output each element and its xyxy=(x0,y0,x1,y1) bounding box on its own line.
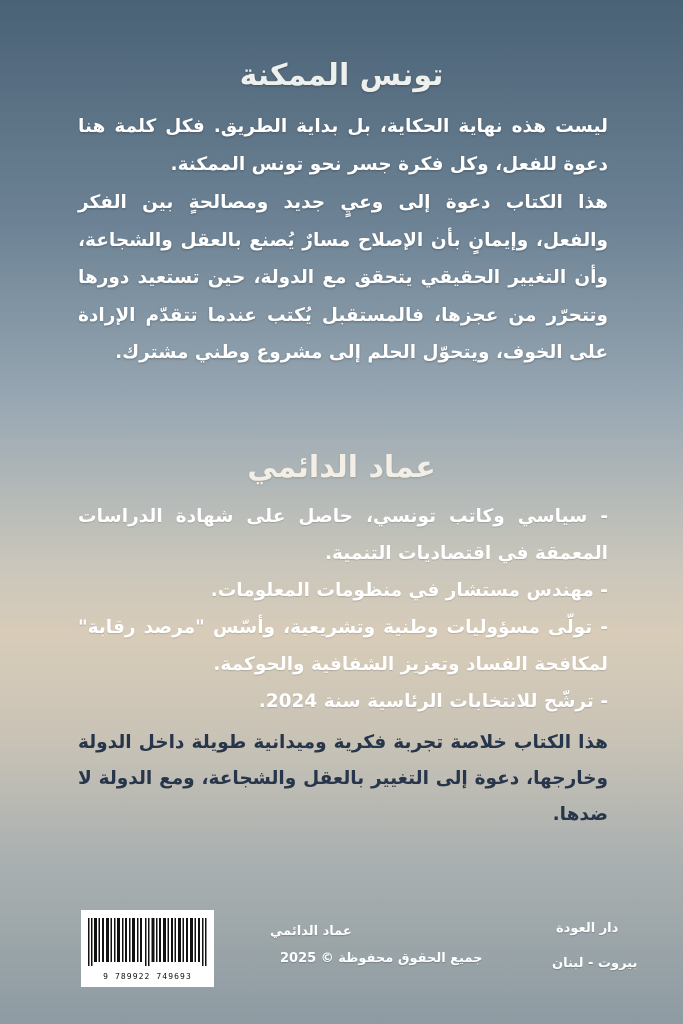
bio-item: - سياسي وكاتب تونسي، حاصل على شهادة الدراسات المعمقة في اقتصاديات التنمية. xyxy=(78,506,608,564)
body-paragraph: هذا الكتاب دعوة إلى وعيٍ جديد ومصالحةٍ بين الفكر والفعل، وإيمانٍ بأن الإصلاح مسارٌ يُصنع بالعقل والشجاعة، وأن التغيير الحقيقي يتحقق مع الدولة، حين تستعيد دورها وتتحرّر من عجزها، فالمستقبل يُكتب عندما تتقدّم الإرادة على الخوف، ويتحوّل الحلم إلى مشروع وطني مشترك. xyxy=(78,192,608,363)
barcode-number: 9 789922 749693 xyxy=(103,972,192,981)
bio-item: - تولّى مسؤوليات وطنية وتشريعية، وأسّس "مرصد رقابة" لمكافحة الفساد وتعزيز الشفافية والحوكمة. xyxy=(78,617,608,675)
bio-item: - مهندس مستشار في منظومات المعلومات. xyxy=(210,580,608,601)
author-heading: عماد الدائمي xyxy=(247,450,436,485)
book-title: تونس الممكنة xyxy=(239,58,444,93)
publisher-city: بيروت - لبنان xyxy=(552,956,638,971)
bio-item: - ترشّح للانتخابات الرئاسية سنة 2024. xyxy=(258,691,608,712)
copyright-notice: جميع الحقوق محفوظة © 2025 xyxy=(280,951,483,966)
barcode-bars xyxy=(88,918,207,966)
author-bio xyxy=(78,498,608,720)
summary-paragraph: هذا الكتاب خلاصة تجربة فكرية وميدانية طويلة داخل الدولة وخارجها، دعوة إلى التغيير بالعقل والشجاعة، ومع الدولة لا ضدها. xyxy=(78,732,608,825)
publisher-name: دار العودة xyxy=(556,921,619,936)
barcode xyxy=(81,910,214,987)
footer-author: عماد الدائمي xyxy=(270,924,352,939)
intro-paragraph: ليست هذه نهاية الحكاية، بل بداية الطريق. فكل كلمة هنا دعوة للفعل، وكل فكرة جسر نحو تونس الممكنة. xyxy=(78,116,608,175)
